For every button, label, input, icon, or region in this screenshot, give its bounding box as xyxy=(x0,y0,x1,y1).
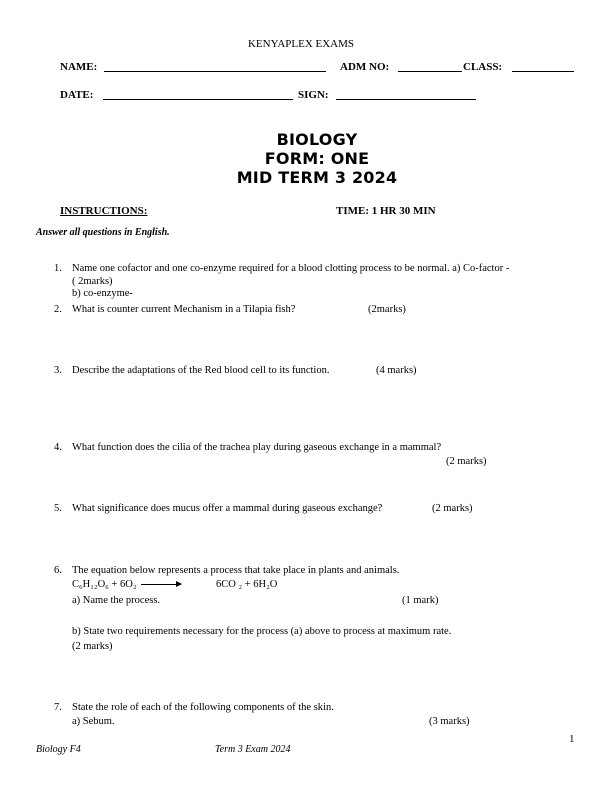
time-allowed: TIME: 1 HR 30 MIN xyxy=(336,205,436,217)
question-text: What significance does mucus offer a mammal during gaseous exchange? xyxy=(72,503,383,514)
question-4 xyxy=(54,442,594,470)
question-marks: (2 marks) xyxy=(432,503,473,514)
reaction-arrow-icon xyxy=(141,584,181,585)
adm-line[interactable] xyxy=(398,71,462,72)
question-text: What function does the cilia of the trachea play during gaseous exchange in a mammal? xyxy=(72,442,442,453)
question-number: 1. xyxy=(54,263,62,274)
equation xyxy=(72,579,183,592)
question-text: The equation below represents a process that take place in plants and animals. xyxy=(72,565,400,576)
question-marks: ( 2marks) xyxy=(72,275,113,287)
question-number: 2. xyxy=(54,304,62,315)
title-term: MID TERM 3 2024 xyxy=(236,168,398,187)
equation-products: 6CO ₂ + 6H₂O xyxy=(216,579,278,590)
subquestion-b: b) State two requirements necessary for the process (a) above to process at maximum rate. xyxy=(72,626,452,637)
class-line[interactable] xyxy=(512,71,574,72)
question-number: 6. xyxy=(54,565,62,576)
instructions-label: INSTRUCTIONS: xyxy=(60,205,148,217)
class-label: CLASS: xyxy=(463,61,503,73)
question-1 xyxy=(54,263,594,303)
question-marks: (4 marks) xyxy=(376,365,417,376)
title-form: FORM: ONE xyxy=(264,149,370,168)
school-name: KENYAPLEX EXAMS xyxy=(247,38,355,50)
question-text: State the role of each of the following components of the skin. xyxy=(72,702,334,713)
page-number: 1 xyxy=(569,733,575,745)
question-2 xyxy=(54,304,594,318)
equation-reactants: C₆H₁₂O₆ + 6O₂ xyxy=(72,579,137,590)
question-number: 3. xyxy=(54,365,62,376)
footer-subject: Biology F4 xyxy=(36,744,81,755)
name-line[interactable] xyxy=(104,71,326,72)
sign-label: SIGN: xyxy=(298,89,329,101)
question-text: Name one cofactor and one co-enzyme required for a blood clotting process to be normal. a) Co-factor - xyxy=(72,263,510,274)
question-number: 5. xyxy=(54,503,62,514)
question-number: 4. xyxy=(54,442,62,453)
subquestion-a: a) Sebum. xyxy=(72,716,115,727)
footer-exam: Term 3 Exam 2024 xyxy=(215,744,291,755)
answer-note: Answer all questions in English. xyxy=(36,227,170,238)
question-subpart: b) co-enzyme- xyxy=(72,288,133,299)
question-5 xyxy=(54,503,594,517)
sign-line[interactable] xyxy=(336,99,476,100)
question-3 xyxy=(54,365,594,379)
subquestion-a: a) Name the process. xyxy=(72,595,161,606)
date-label: DATE: xyxy=(60,89,94,101)
question-marks: (2marks) xyxy=(368,304,406,315)
title-subject: BIOLOGY xyxy=(276,130,358,149)
question-marks: (2 marks) xyxy=(446,456,487,467)
adm-label: ADM NO: xyxy=(340,61,390,73)
subquestion-b-marks: (2 marks) xyxy=(72,641,113,652)
question-text: What is counter current Mechanism in a Tilapia fish? xyxy=(72,304,296,315)
question-number: 7. xyxy=(54,702,62,713)
subquestion-a-marks: (1 mark) xyxy=(402,595,439,606)
question-7 xyxy=(54,702,594,730)
question-text: Describe the adaptations of the Red blood cell to its function. xyxy=(72,365,330,376)
date-line[interactable] xyxy=(103,99,293,100)
question-6 xyxy=(54,565,594,655)
subquestion-a-marks: (3 marks) xyxy=(429,716,470,727)
name-label: NAME: xyxy=(60,61,98,73)
